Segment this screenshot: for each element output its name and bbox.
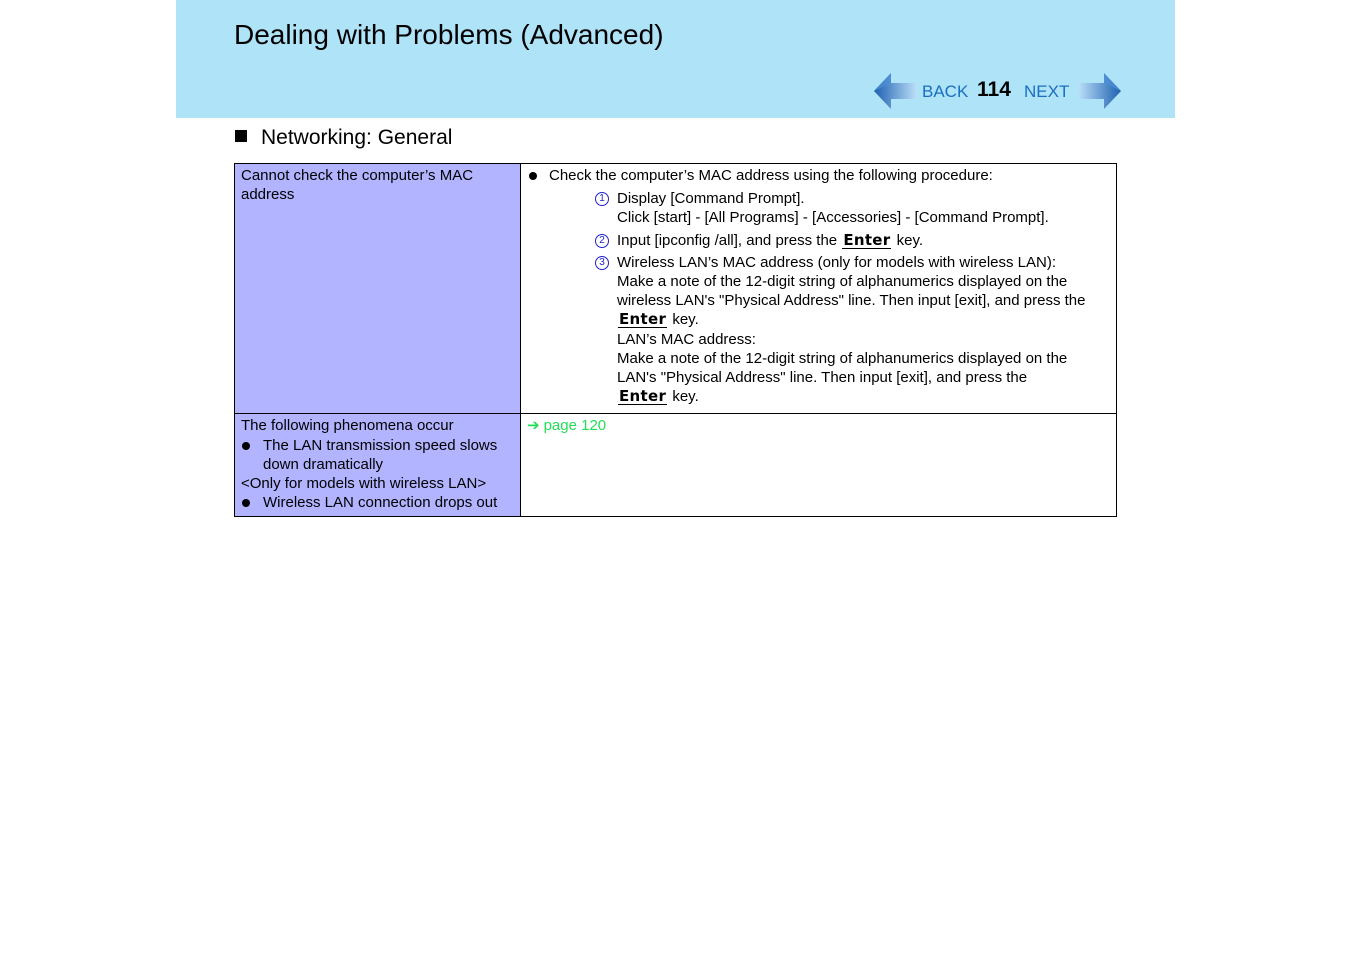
step3-line4-after: key.: [672, 388, 699, 406]
square-bullet-icon: [235, 130, 247, 142]
page-120-link[interactable]: [527, 417, 606, 434]
step3-line4-text: Make a note of the 12-digit string of alphanumerics displayed on the LAN's "Physical Address" line. Then input [exit], and press the: [617, 349, 1068, 387]
page-header: [176, 0, 1175, 118]
page-title: Dealing with Problems (Advanced): [234, 19, 664, 50]
next-link[interactable]: NEXT: [1024, 82, 1070, 101]
enter-key-icon: Enter: [619, 310, 667, 329]
step1-line1: Display [Command Prompt].: [617, 190, 805, 208]
table-row: [235, 164, 1117, 414]
page-navigation: [874, 70, 1119, 112]
link-text[interactable]: page 120: [543, 417, 607, 435]
next-arrow-icon[interactable]: [1077, 72, 1121, 110]
problem-cell: [235, 164, 521, 414]
step3-line2: [617, 272, 1110, 330]
step3-line4: [617, 349, 1110, 407]
problem-note: <Only for models with wireless LAN>: [241, 475, 487, 493]
circled-number-icon: 2: [595, 234, 609, 248]
step2-text: Input [ipconfig /all], and press the: [617, 231, 838, 249]
circled-number-icon: 3: [595, 256, 609, 270]
section-heading: [235, 126, 452, 150]
section-title: Networking: General: [261, 126, 453, 149]
step-item: [599, 253, 1110, 407]
circled-number-icon: 1: [595, 192, 609, 206]
step-item: [599, 189, 1110, 227]
step3-line3: LAN’s MAC address:: [617, 330, 756, 348]
step-item: [599, 230, 1110, 250]
solution-cell: [521, 164, 1117, 414]
arrow-right-icon: ➔: [527, 417, 540, 435]
table-row: [235, 414, 1117, 517]
solution-cell: [521, 414, 1117, 517]
page-number: 114: [977, 78, 1011, 101]
enter-key-icon: Enter: [843, 230, 891, 249]
step3-line1: Wireless LAN’s MAC address (only for models with wireless LAN):: [617, 253, 1057, 271]
problem-intro: The following phenomena occur: [241, 417, 454, 435]
step1-line2: Click [start] - [All Programs] - [Accessories] - [Command Prompt].: [617, 209, 1049, 227]
step2-text-after: key.: [896, 231, 924, 249]
problem-item: The LAN transmission speed slows down dramatically: [241, 436, 514, 474]
back-arrow-icon[interactable]: [874, 72, 918, 110]
problem-text: Cannot check the computer’s MAC address: [241, 167, 474, 204]
problem-item: Wireless LAN connection drops out: [241, 493, 514, 512]
back-link[interactable]: BACK: [922, 82, 969, 101]
solution-intro: Check the computer’s MAC address using the following procedure:: [527, 166, 1110, 185]
step3-line2-text: Make a note of the 12-digit string of alphanumerics displayed on the wireless LAN's "Physical Address" line. Then input [exit], and press the: [617, 273, 1086, 310]
step3-line2-after: key.: [672, 311, 699, 329]
step-list: [527, 189, 1110, 406]
troubleshooting-table: [234, 163, 1117, 517]
enter-key-icon: Enter: [619, 387, 667, 406]
problem-cell: [235, 414, 521, 517]
